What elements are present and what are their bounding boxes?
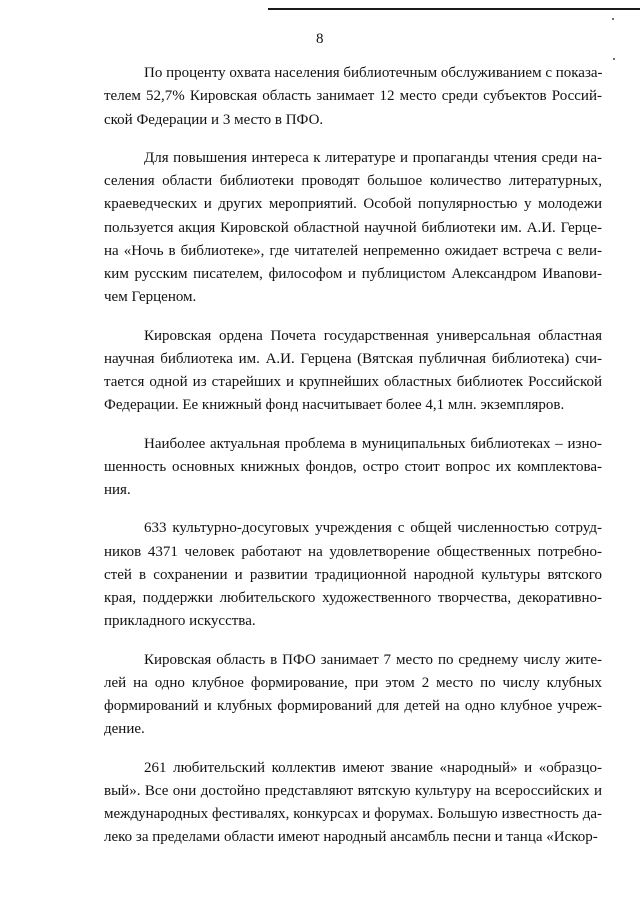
text-line: прикладного искусства. xyxy=(104,613,256,630)
paragraph xyxy=(104,147,602,310)
text-line: леко за пределами области имеют народный ансамбль песни и танца «Искор- xyxy=(104,829,598,846)
text-line: Кировская ордена Почета государственная универсальная областная xyxy=(144,327,602,344)
paragraph xyxy=(104,62,602,132)
text-line: телем 52,7% Кировская область занимает 12 место среди субъектов Россий- xyxy=(104,88,602,105)
scan-speck xyxy=(613,58,615,60)
text-line: вый». Все они достойно представляют вятскую культуру на всероссийских и xyxy=(104,782,602,799)
paragraph xyxy=(104,649,602,742)
paragraph xyxy=(104,325,602,418)
text-line: ской Федерации и 3 место в ПФО. xyxy=(104,111,324,128)
text-line: Федерации. Ее книжный фонд насчитывает более 4,1 млн. экземпляров. xyxy=(104,397,565,414)
text-line: дение. xyxy=(104,721,145,738)
text-line: 633 культурно-досуговых учреждения с общей численностью сотруд- xyxy=(144,520,602,537)
text-line: ников 4371 человек работают на удовлетворение общественных потребно- xyxy=(104,543,602,560)
text-line: 261 любительский коллектив имеют звание «народный» и «образцо- xyxy=(144,759,602,776)
text-line: краеведческих и других мероприятий. Особой популярностью у молодежи xyxy=(104,196,602,213)
scan-speck xyxy=(612,18,614,20)
text-line: лей на одно клубное формирование, при этом 2 место по числу клубных xyxy=(104,674,602,691)
top-border-line xyxy=(268,8,640,10)
document-body xyxy=(104,62,602,864)
text-line: чем Герценом. xyxy=(104,289,197,306)
text-line: края, поддержки любительского художественного творчества, декоративно- xyxy=(104,590,602,607)
page-number: 8 xyxy=(316,31,324,47)
text-line: формирований и клубных формирований для детей на одно клубное учреж- xyxy=(104,698,602,715)
paragraph xyxy=(104,757,602,850)
text-line: Наиболее актуальная проблема в муниципальных библиотеках – изно- xyxy=(144,435,602,452)
text-line: тается одной из старейших и крупнейших областных библиотек Российской xyxy=(104,374,602,391)
text-line: стей в сохранении и развитии традиционной народной культуры вятского xyxy=(104,566,602,583)
paragraph xyxy=(104,517,602,633)
text-line: шенность основных книжных фондов, остро стоит вопрос их комплектова- xyxy=(104,458,602,475)
text-line: Для повышения интереса к литературе и пропаганды чтения среди на- xyxy=(144,149,602,166)
text-line: пользуется акция Кировской областной научной библиотеки им. А.И. Герце- xyxy=(104,219,602,236)
text-line: Кировская область в ПФО занимает 7 место по среднему числу жите- xyxy=(144,651,602,668)
text-line: ния. xyxy=(104,482,131,499)
text-line: международных фестивалях, конкурсах и форумах. Большую известность да- xyxy=(104,806,602,823)
text-line: научная библиотека им. А.И. Герцена (Вятская публичная библиотека) счи- xyxy=(104,350,602,367)
text-line: ким русским писателем, философом и публицистом Александром Ивanови- xyxy=(104,266,602,283)
paragraph xyxy=(104,433,602,503)
text-line: селения области библиотеки проводят большое количество литературных, xyxy=(104,172,602,189)
text-line: По проценту охвата населения библиотечным обслуживанием с показа- xyxy=(144,65,603,81)
text-line: на «Ночь в библиотеке», где читателей непременно ожидает встреча с вели- xyxy=(104,242,602,259)
